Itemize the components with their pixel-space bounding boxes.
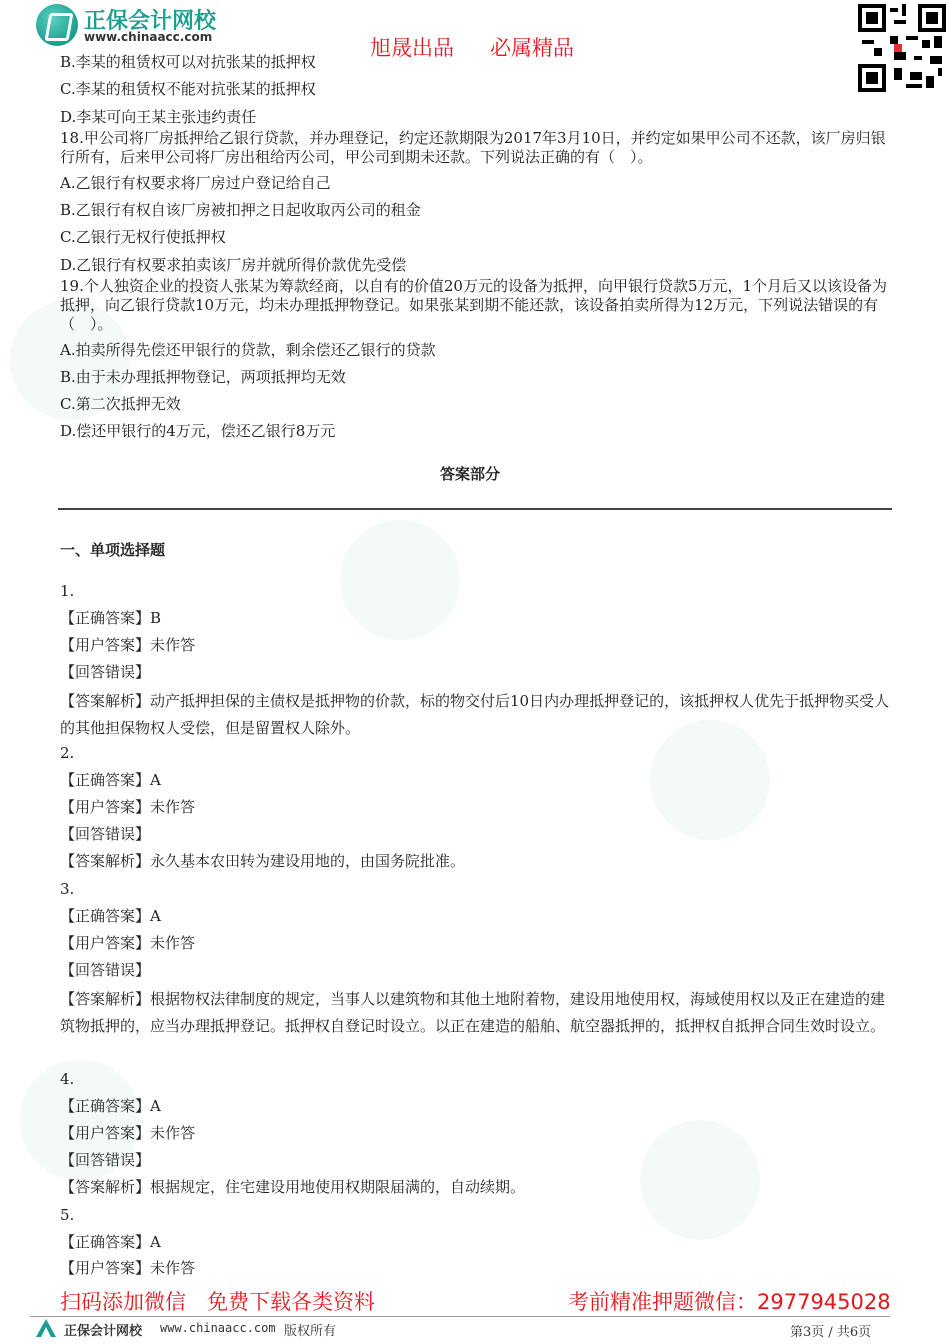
q18-option-d: D.乙银行有权要求拍卖该厂房并就所得价款优先受偿 — [60, 256, 407, 274]
q17-option-c: C.李某的租赁权不能对抗张某的抵押权 — [60, 80, 316, 98]
q18-option-a: A.乙银行有权要求将厂房过户登记给自己 — [60, 174, 331, 192]
section1-title: 一、单项选择题 — [60, 541, 166, 559]
q19-stem: 19.个人独资企业的投资人张某为筹款经商，以自有的价值20万元的设备为抵押，向甲银行贷款5万元，1个月后又以该设备为抵押，向乙银行贷款10万元，均未办理抵押物登记。如果张某到期不能还款，该设备拍卖所得为12万元，下列说法错误的有（ ）。 — [60, 277, 888, 333]
q19-option-b: B.由于未办理抵押物登记，两项抵押均无效 — [60, 368, 346, 386]
answer-3-correct: 【正确答案】A — [60, 907, 161, 925]
answer-4-status: 【回答错误】 — [60, 1151, 151, 1169]
slogan-right: 必属精品 — [490, 36, 574, 60]
section-divider — [58, 508, 892, 510]
answer-2-user: 【用户答案】未作答 — [60, 798, 196, 816]
footer-brand: 正保会计网校 — [64, 1324, 143, 1339]
answer-3-status: 【回答错误】 — [60, 961, 151, 979]
slogan-left: 旭晟出品 — [370, 36, 454, 60]
footer-left-banner: 扫码添加微信 免费下载各类资料 — [60, 1290, 375, 1314]
answer-1-analysis: 【答案解析】动产抵押担保的主债权是抵押物的价款，标的物交付后10日内办理抵押登记的，该抵押权人优先于抵押物买受人的其他担保物权人受偿，但是留置权人除外。 — [60, 692, 890, 737]
answer-2-status: 【回答错误】 — [60, 825, 151, 843]
footer-logo-icon — [34, 1317, 58, 1339]
watermark-circle — [340, 520, 460, 640]
page-number: 第3页 / 共6页 — [790, 1325, 872, 1340]
answer-1-status: 【回答错误】 — [60, 663, 151, 681]
logo-icon — [36, 4, 78, 46]
q17-option-b: B.李某的租赁权可以对抗张某的抵押权 — [60, 53, 316, 71]
q18-option-c: C.乙银行无权行使抵押权 — [60, 228, 226, 246]
answer-1-num: 1. — [60, 582, 75, 600]
q19-option-d: D.偿还甲银行的4万元，偿还乙银行8万元 — [60, 422, 336, 440]
answer-4-num: 4. — [60, 1070, 75, 1088]
answer-4-user: 【用户答案】未作答 — [60, 1124, 196, 1142]
footer-divider — [30, 1316, 890, 1317]
answer-4-analysis: 【答案解析】根据规定，住宅建设用地使用权期限届满的，自动续期。 — [60, 1178, 526, 1196]
answer-1-user: 【用户答案】未作答 — [60, 636, 196, 654]
answer-5-num: 5. — [60, 1206, 75, 1224]
logo-name: 正保会计网校 — [84, 9, 217, 34]
answer-4-correct: 【正确答案】A — [60, 1097, 161, 1115]
watermark-circle — [640, 1120, 760, 1240]
answer-1-correct: 【正确答案】B — [60, 609, 162, 627]
q19-option-c: C.第二次抵押无效 — [60, 395, 181, 413]
footer-site: www.chinaacc.com — [160, 1321, 276, 1335]
answer-2-analysis: 【答案解析】永久基本农田转为建设用地的，由国务院批准。 — [60, 852, 466, 870]
answer-section-title: 答案部分 — [439, 465, 500, 483]
q17-option-d: D.李某可向王某主张违约责任 — [60, 108, 257, 126]
answer-5-correct: 【正确答案】A — [60, 1233, 161, 1251]
answer-3-analysis: 【答案解析】根据物权法律制度的规定，当事人以建筑物和其他土地附着物，建设用地使用权，海域使用权以及正在建造的建筑物抵押的，应当办理抵押登记。抵押权自登记时设立。以正在建造的船舶、航空器抵押的，抵押权自抵押合同生效时设立。 — [60, 990, 886, 1035]
qr-code-icon — [858, 4, 946, 92]
answer-3-user: 【用户答案】未作答 — [60, 934, 196, 952]
q18-option-b: B.乙银行有权自该厂房被扣押之日起收取丙公司的租金 — [60, 201, 421, 219]
answer-3-num: 3. — [60, 880, 75, 898]
answer-2-num: 2. — [60, 744, 75, 762]
answer-5-user: 【用户答案】未作答 — [60, 1259, 196, 1277]
q19-option-a: A.拍卖所得先偿还甲银行的贷款，剩余偿还乙银行的贷款 — [60, 341, 436, 359]
logo-url: www.chinaacc.com — [84, 30, 213, 44]
q18-stem: 18.甲公司将厂房抵押给乙银行贷款，并办理登记，约定还款期限为2017年3月10日，并约定如果甲公司不还款，该厂房归银行所有，后来甲公司将厂房出租给丙公司，甲公司到期未还款。下列说法正确的有（ ）。 — [60, 129, 886, 166]
footer-rights: 版权所有 — [284, 1324, 337, 1339]
footer-right-banner: 考前精准押题微信：2977945028 — [568, 1290, 891, 1314]
answer-2-correct: 【正确答案】A — [60, 771, 161, 789]
